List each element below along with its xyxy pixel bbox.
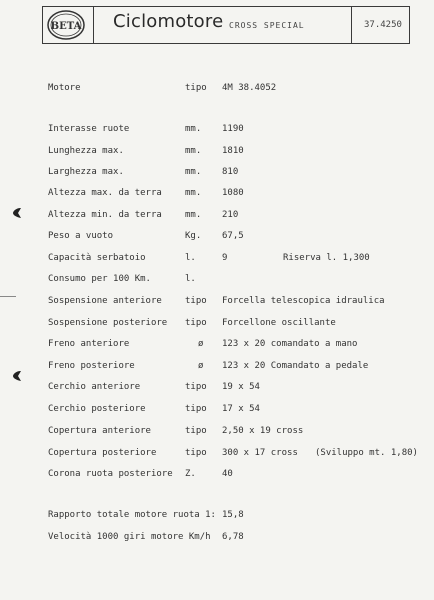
- spec-value: 1080: [222, 188, 244, 198]
- spec-unit: mm.: [185, 146, 202, 156]
- spec-unit: tipo: [185, 296, 207, 306]
- spec-row: [0, 337, 434, 351]
- spec-row: [0, 229, 434, 243]
- spec-row: [0, 186, 434, 200]
- spec-unit: mm.: [185, 210, 202, 220]
- spec-unit: ø: [198, 361, 204, 371]
- spec-row: [0, 251, 434, 265]
- total-row: [0, 530, 434, 544]
- spec-value: 19 x 54: [222, 382, 260, 392]
- total-label: Velocità 1000 giri motore Km/h: [48, 532, 211, 542]
- spec-value: 123 x 20 comandato a mano: [222, 339, 358, 349]
- spec-unit: tipo: [185, 448, 207, 458]
- spec-value: 17 x 54: [222, 404, 260, 414]
- spec-label: Lunghezza max.: [48, 146, 124, 156]
- total-value: 6,78: [222, 532, 244, 542]
- spec-value: 300 x 17 cross: [222, 448, 298, 458]
- spec-value: 9: [222, 253, 228, 263]
- spec-label: Freno posteriore: [48, 361, 135, 371]
- spec-value: 123 x 20 Comandato a pedale: [222, 361, 369, 371]
- spec-row: [0, 208, 434, 222]
- header-divider: [93, 7, 94, 43]
- spec-value: 810: [222, 167, 239, 177]
- spec-row: [0, 467, 434, 481]
- spec-unit: Kg.: [185, 231, 202, 241]
- spec-label: Freno anteriore: [48, 339, 130, 349]
- spec-label: Copertura posteriore: [48, 448, 157, 458]
- total-row: [0, 508, 434, 522]
- header-divider: [351, 7, 352, 43]
- spec-value: 1190: [222, 124, 244, 134]
- spec-label: Altezza min. da terra: [48, 210, 162, 220]
- spec-value: Forcellone oscillante: [222, 318, 336, 328]
- spec-unit: ø: [198, 339, 204, 349]
- spec-value: 210: [222, 210, 239, 220]
- spec-label: Capacità serbatoio: [48, 253, 146, 263]
- spec-row: [0, 165, 434, 179]
- spec-row: [0, 402, 434, 416]
- spec-label: Corona ruota posteriore: [48, 469, 173, 479]
- spec-label: Sospensione anteriore: [48, 296, 162, 306]
- spec-label: Peso a vuoto: [48, 231, 114, 241]
- spec-extra: Riserva l. 1,300: [283, 253, 370, 263]
- spec-extra: (Sviluppo mt. 1,80): [315, 448, 418, 458]
- spec-row: [0, 446, 434, 460]
- spec-unit: mm.: [185, 167, 202, 177]
- spec-label: Consumo per 100 Km.: [48, 274, 151, 284]
- spec-label: Motore: [48, 83, 81, 93]
- spec-unit: tipo: [185, 404, 207, 414]
- model-name: CROSS SPECIAL: [229, 21, 305, 30]
- spec-row: [0, 424, 434, 438]
- spec-row: [0, 272, 434, 286]
- spec-unit: Z.: [185, 469, 196, 479]
- spec-label: Cerchio anteriore: [48, 382, 141, 392]
- header-box: [42, 6, 410, 44]
- spec-label: Altezza max. da terra: [48, 188, 162, 198]
- spec-row: [0, 359, 434, 373]
- spec-unit: tipo: [185, 426, 207, 436]
- spec-row: [0, 294, 434, 308]
- spec-unit: mm.: [185, 188, 202, 198]
- spec-row: [0, 316, 434, 330]
- total-label: Rapporto totale motore ruota 1:: [48, 510, 216, 520]
- spec-unit: l.: [185, 253, 196, 263]
- total-value: 15,8: [222, 510, 244, 520]
- spec-row: [0, 144, 434, 158]
- document-title: Ciclomotore: [113, 11, 224, 32]
- spec-value: 1810: [222, 146, 244, 156]
- spec-label: Larghezza max.: [48, 167, 124, 177]
- spec-row: [0, 122, 434, 136]
- spec-value: 2,50 x 19 cross: [222, 426, 304, 436]
- spec-value: 4M 38.4052: [222, 83, 277, 93]
- document-code: 37.4250: [364, 20, 402, 30]
- spec-row: [0, 81, 434, 95]
- spec-unit: tipo: [185, 318, 207, 328]
- spec-label: Sospensione posteriore: [48, 318, 168, 328]
- spec-label: Cerchio posteriore: [48, 404, 146, 414]
- spec-row: [0, 380, 434, 394]
- spec-value: Forcella telescopica idraulica: [222, 296, 385, 306]
- spec-value: 67,5: [222, 231, 244, 241]
- spec-unit: tipo: [185, 83, 207, 93]
- spec-unit: mm.: [185, 124, 202, 134]
- spec-value: 40: [222, 469, 233, 479]
- spec-unit: l.: [185, 274, 196, 284]
- spec-label: Interasse ruote: [48, 124, 130, 134]
- beta-logo: [46, 9, 86, 41]
- logo-text: BETA: [50, 21, 82, 32]
- spec-label: Copertura anteriore: [48, 426, 151, 436]
- spec-unit: tipo: [185, 382, 207, 392]
